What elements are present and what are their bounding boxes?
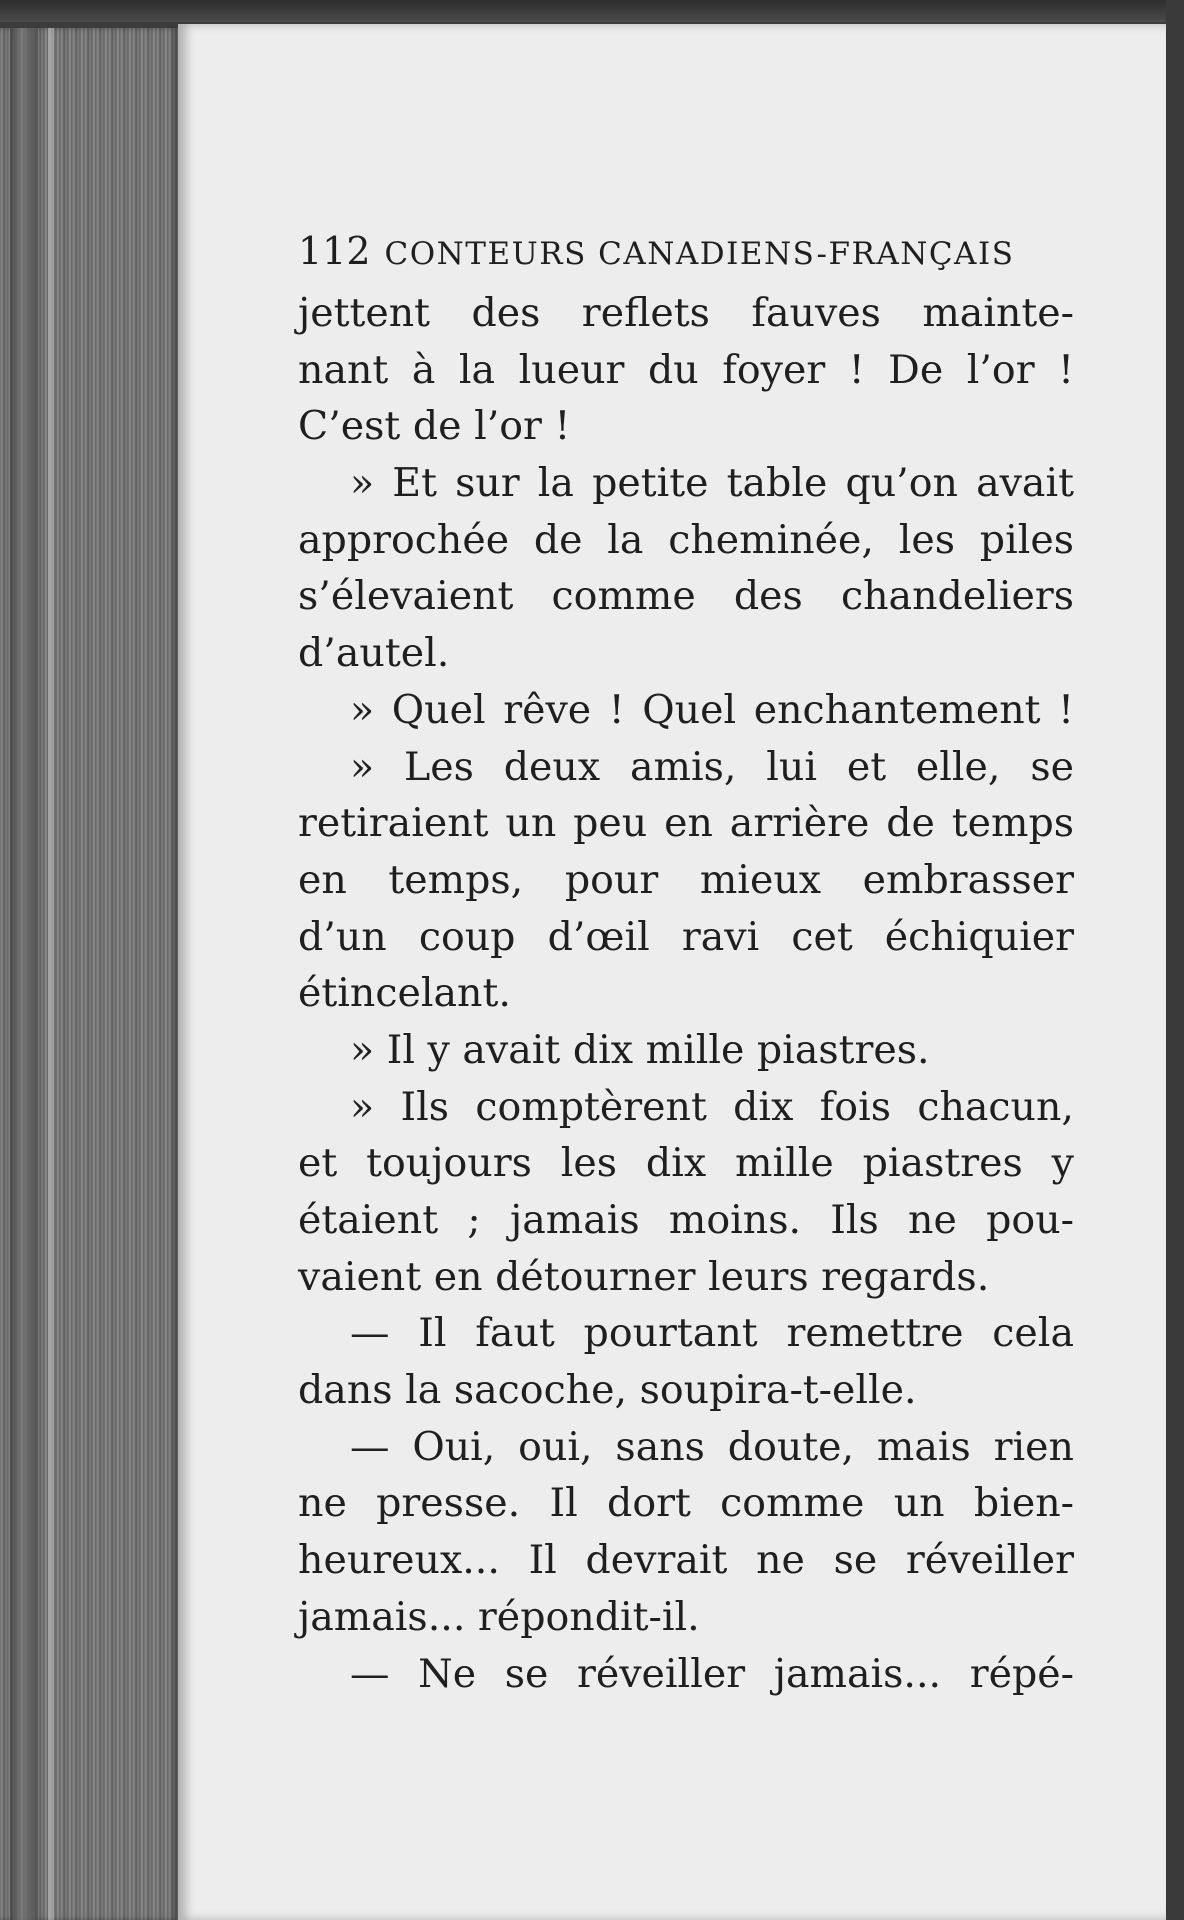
page-edges xyxy=(0,28,178,1920)
running-title: CONTEURS CANADIENS-FRANÇAIS xyxy=(384,236,1015,272)
text-line: d’un coup d’œil ravi cet échiquier xyxy=(298,913,1074,960)
text-line: heureux... Il devrait ne se réveiller xyxy=(298,1537,1074,1584)
top-border xyxy=(0,0,1184,22)
text-line: — Oui, oui, sans doute, mais rien xyxy=(350,1423,1074,1470)
right-border xyxy=(1166,0,1184,1920)
text-line: jamais... répondit-il. xyxy=(298,1593,700,1640)
text-line: retiraient un peu en arrière de temps xyxy=(298,800,1074,847)
text-line: dans la sacoche, soupira-t-elle. xyxy=(298,1367,917,1414)
page-number: 112 xyxy=(298,229,371,273)
page-content xyxy=(298,229,1074,1702)
text-line: étaient ; jamais moins. Ils ne pou- xyxy=(298,1197,1074,1243)
text-line: » Il y avait dix mille piastres. xyxy=(350,1026,930,1073)
text-line: — Ne se réveiller jamais... répé- xyxy=(350,1650,1074,1697)
text-line: » Les deux amis, lui et elle, se xyxy=(350,743,1074,790)
running-head xyxy=(298,229,1074,285)
text-line: nant à la lueur du foyer ! De l’or ! xyxy=(298,346,1074,393)
text-line: » Ils comptèrent dix fois chacun, xyxy=(350,1083,1074,1130)
text-line: » Quel rêve ! Quel enchantement ! xyxy=(350,686,1074,733)
text-line: » Et sur la petite table qu’on avait xyxy=(350,460,1074,507)
text-line: ne presse. Il dort comme un bien- xyxy=(298,1480,1074,1527)
text-line: en temps, pour mieux embrasser xyxy=(298,856,1074,903)
text-line: C’est de l’or ! xyxy=(298,403,571,450)
book-page xyxy=(178,24,1166,1920)
text-line: — Il faut pourtant remettre cela xyxy=(350,1310,1074,1357)
text-line: et toujours les dix mille piastres y xyxy=(298,1140,1074,1187)
text-line: jettent des reflets fauves mainte- xyxy=(298,290,1074,336)
text-line: vaient en détourner leurs regards. xyxy=(298,1253,990,1300)
text-line: s’élevaient comme des chandeliers xyxy=(298,573,1074,620)
text-line: d’autel. xyxy=(298,630,450,677)
text-line: étincelant. xyxy=(298,970,511,1017)
text-line: approchée de la cheminée, les piles xyxy=(298,516,1074,563)
